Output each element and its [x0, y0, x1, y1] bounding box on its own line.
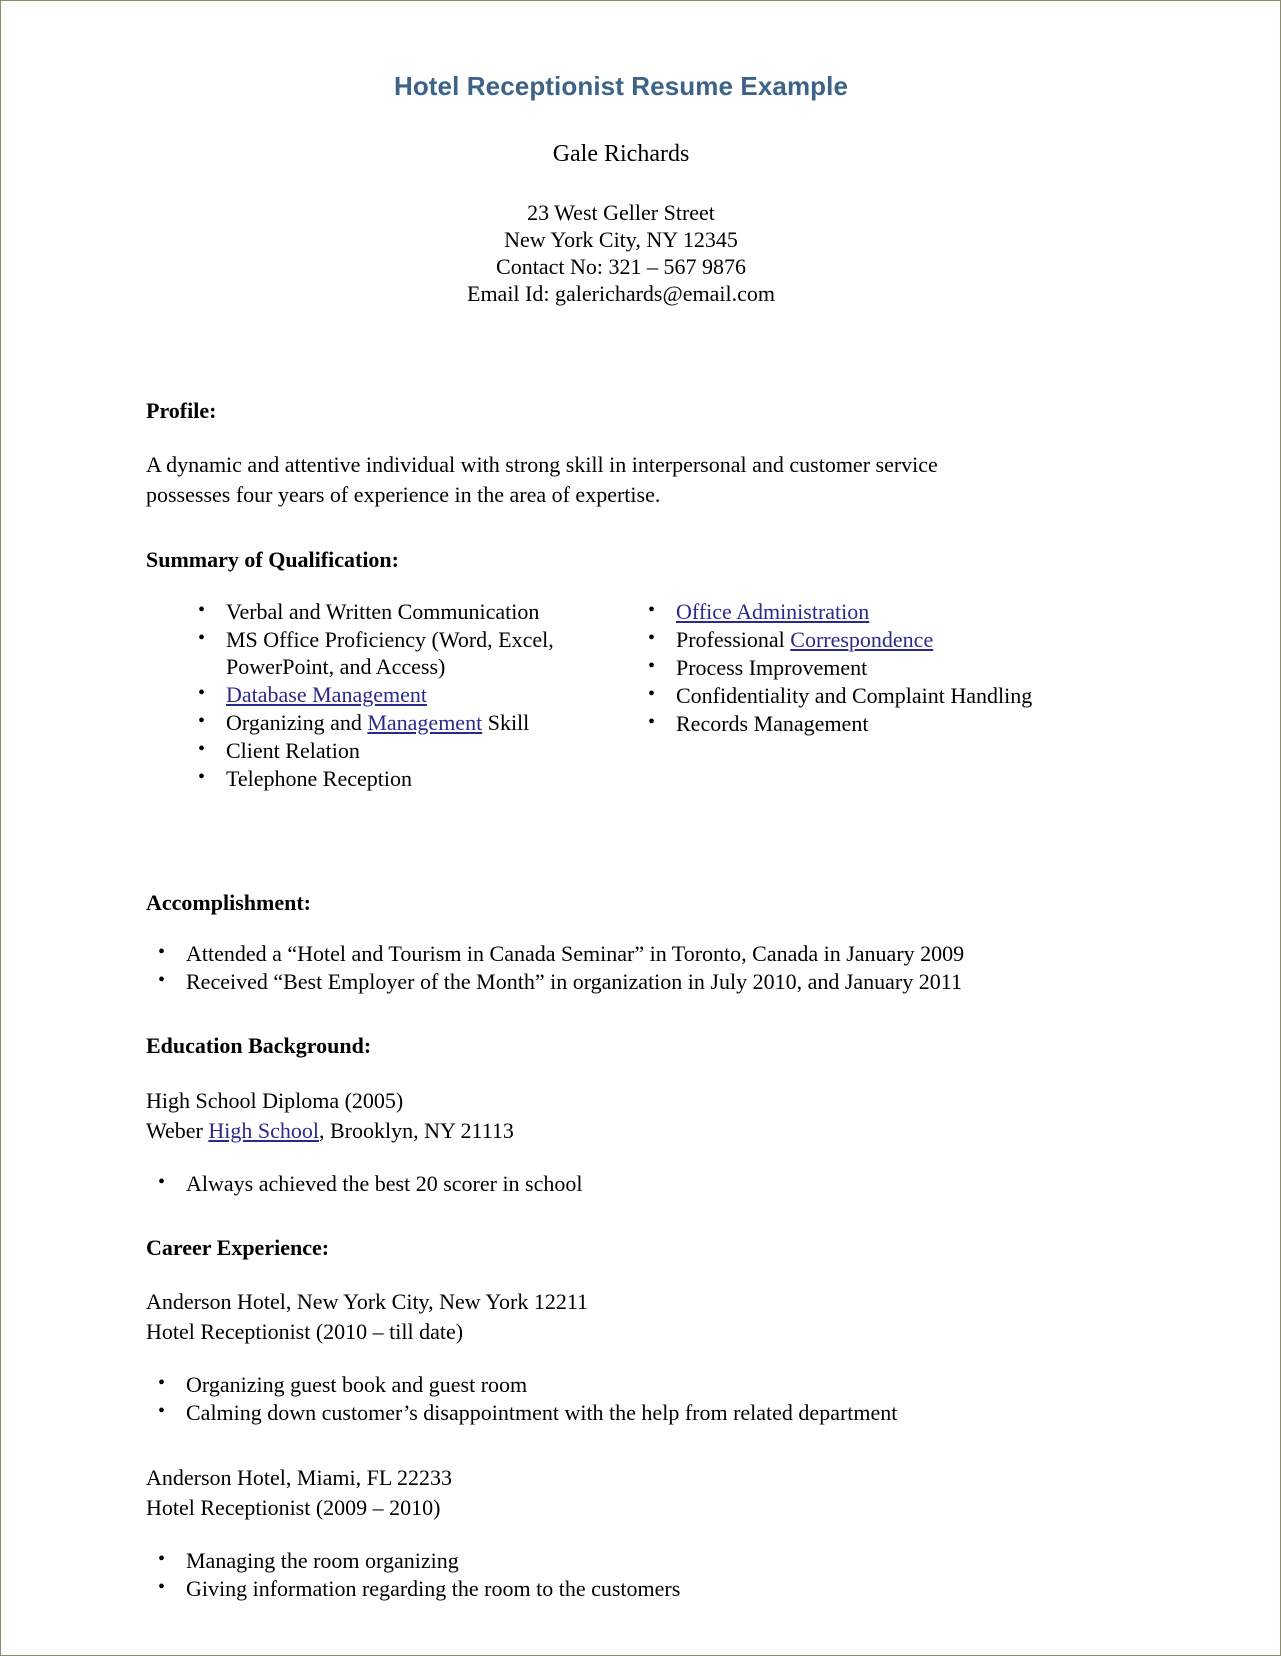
resume-content [146, 3, 1096, 1603]
list-item [186, 765, 616, 792]
link-high-school[interactable]: High School [208, 1117, 319, 1143]
summary-heading: Summary of Qualification: [146, 547, 399, 573]
education-list [146, 1170, 1096, 1197]
list-item [636, 710, 1056, 737]
school-pre: Weber [146, 1117, 209, 1143]
profile-text: A dynamic and attentive individual with strong skill in interpersonal and customer service possesses four years of experience in the area of expertise. [146, 452, 938, 508]
list-item [186, 626, 616, 680]
list-item [186, 681, 616, 708]
list-item: • Calming down customer’s disappointment with the help from related department [146, 1399, 1096, 1426]
email-address: galerichards@email.com [554, 280, 775, 306]
qual-text: Verbal and Written Communication [226, 598, 540, 624]
accomplishment-heading: Accomplishment: [146, 889, 311, 915]
job-employer: Anderson Hotel, New York City, New York 12211 [146, 1289, 589, 1315]
list-item: • Giving information regarding the room to the customers [146, 1575, 1096, 1602]
qualification-column-left [146, 598, 616, 793]
phone-line: Contact No: 321 – 567 9876 [496, 253, 746, 279]
list-item: • Always achieved the best 20 scorer in school [146, 1170, 1096, 1197]
contact-block [146, 199, 1096, 307]
job-role: Hotel Receptionist (2010 – till date) [146, 1319, 464, 1345]
qual-text: Telephone Reception [226, 765, 413, 791]
education-school [146, 1116, 1096, 1146]
list-item [636, 682, 1056, 709]
school-post: , Brooklyn, NY 21113 [318, 1117, 514, 1143]
job-employer: Anderson Hotel, Miami, FL 22233 [146, 1465, 452, 1491]
list-item [186, 709, 616, 736]
qualification-list-left [186, 598, 616, 792]
qual-text-pre: Professional [676, 626, 791, 652]
address-line-1: 23 West Geller Street [527, 199, 715, 225]
list-item [636, 626, 1056, 653]
qualification-column-right [616, 598, 1056, 738]
email-line [146, 280, 1096, 307]
qual-text: Client Relation [226, 737, 360, 763]
career-heading: Career Experience: [146, 1234, 330, 1260]
accomplishment-list [146, 940, 1096, 995]
qual-text-post: Skill [482, 709, 530, 735]
list-item: • Received “Best Employer of the Month” in organization in July 2010, and January 2011 [146, 968, 1096, 995]
link-office-administration[interactable]: Office Administration [676, 598, 870, 624]
list-item [636, 654, 1056, 681]
education-heading: Education Background: [146, 1033, 372, 1059]
address-line-2: New York City, NY 12345 [504, 226, 738, 252]
qual-text: MS Office Proficiency (Word, Excel, PowerPoint, and Access) [226, 626, 554, 679]
list-item: • Attended a “Hotel and Tourism in Canada Seminar” in Toronto, Canada in January 2009 [146, 940, 1096, 967]
link-database-management[interactable]: Database Management [226, 681, 427, 707]
job-duties-0 [146, 1371, 1096, 1426]
education-diploma: High School Diploma (2005) [146, 1087, 404, 1113]
qual-text: Process Improvement [676, 654, 868, 680]
qual-text: Records Management [676, 710, 869, 736]
job-duties-1 [146, 1547, 1096, 1602]
qualification-columns [146, 598, 1096, 793]
page-inner-border [1, 1, 1280, 1655]
list-item: • Organizing guest book and guest room [146, 1371, 1096, 1398]
list-item: • Managing the room organizing [146, 1547, 1096, 1574]
qual-text-pre: Organizing and [226, 709, 368, 735]
link-management[interactable]: Management [367, 709, 483, 735]
list-item [186, 737, 616, 764]
candidate-name: Gale Richards [552, 141, 690, 167]
link-correspondence[interactable]: Correspondence [790, 626, 934, 652]
list-item [636, 598, 1056, 625]
email-label: Email Id: [467, 280, 555, 306]
page-title: Hotel Receptionist Resume Example [393, 71, 849, 101]
profile-heading: Profile: [146, 397, 217, 423]
job-role: Hotel Receptionist (2009 – 2010) [146, 1495, 441, 1521]
job-entry-1 [146, 1463, 1096, 1523]
qualification-list-right [636, 598, 1056, 737]
job-entry-0 [146, 1287, 1096, 1347]
qual-text: Confidentiality and Complaint Handling [676, 682, 1033, 708]
list-item [186, 598, 616, 625]
